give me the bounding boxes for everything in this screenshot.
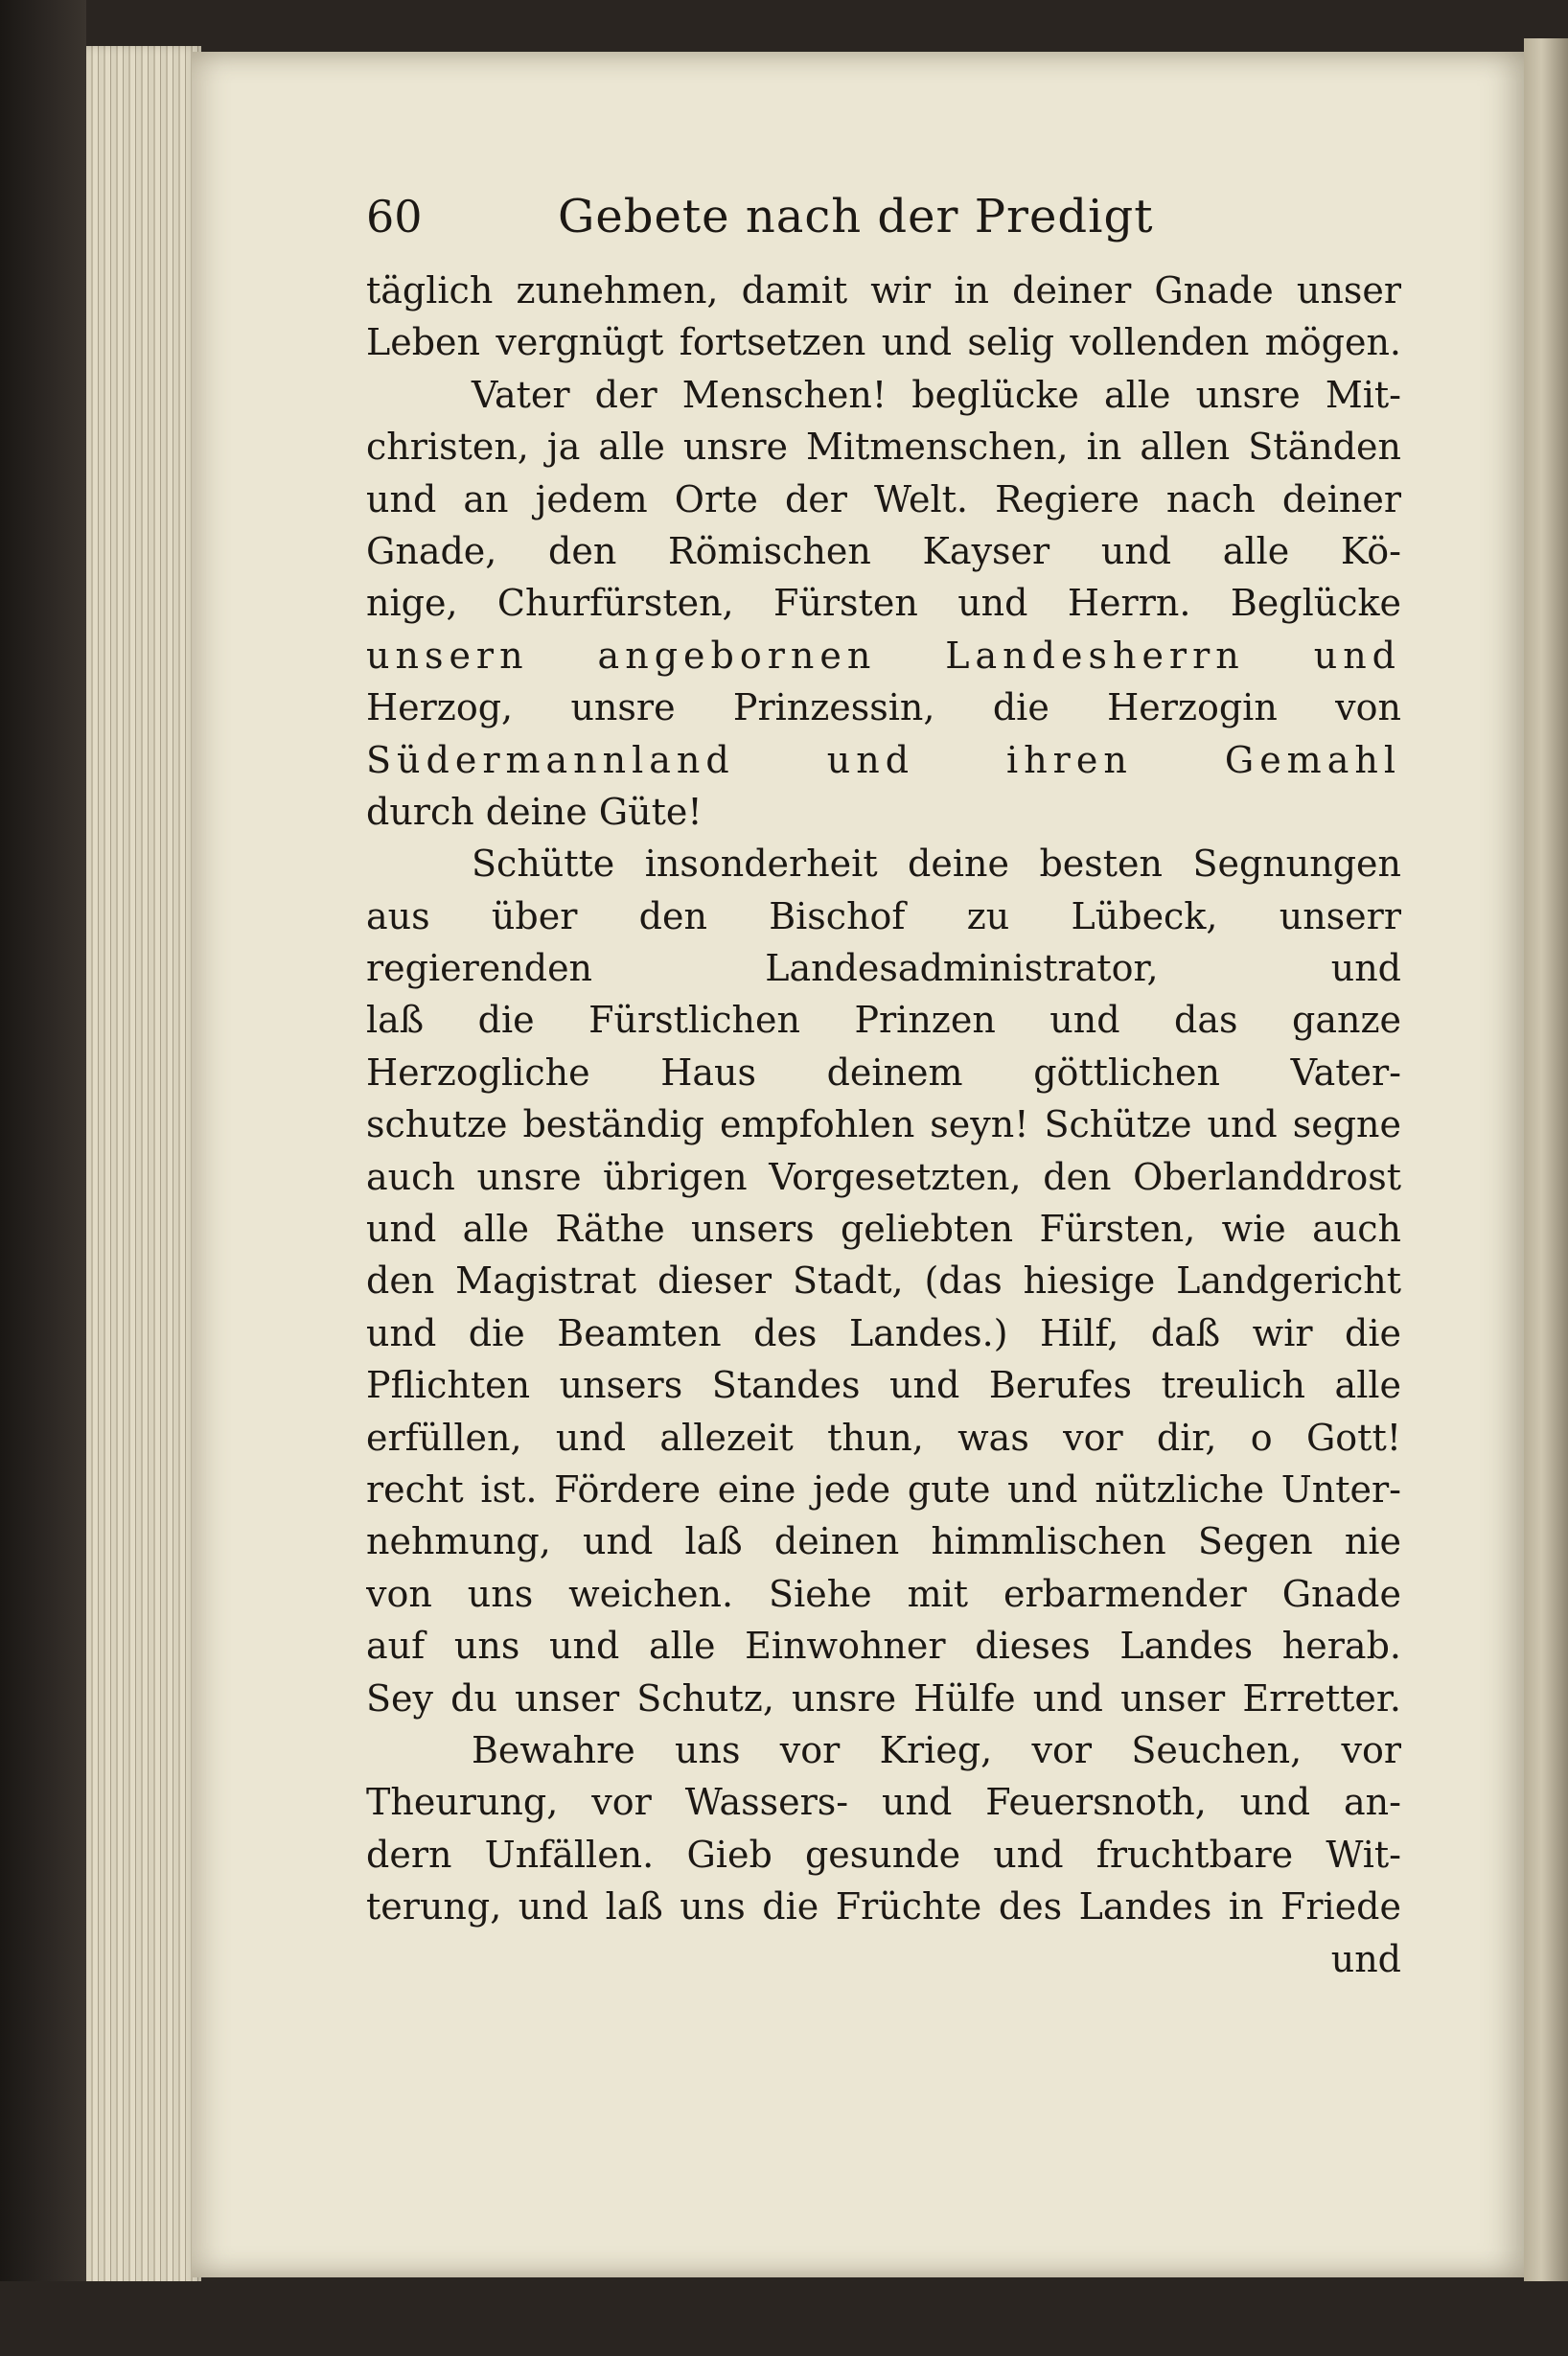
- running-head: Gebete nach der Predigt: [558, 190, 1154, 243]
- text-line: recht ist. Fördere eine jede gute und nützliche Unter-: [366, 1467, 1401, 1511]
- text-line: durch deine Güte!: [366, 790, 703, 833]
- text-line: aus über den Bischof zu Lübeck, unserr: [366, 894, 1401, 937]
- text-line: und die Beamten des Landes.) Hilf, daß wir die: [366, 1311, 1401, 1354]
- page-number: 60: [366, 191, 423, 243]
- text-line: Schütte insonderheit deine besten Segnungen: [472, 843, 1401, 886]
- text-line: Vater der Menschen! beglücke alle unsre Mit-: [472, 373, 1401, 416]
- text-line: regierenden Landesadministrator, und: [366, 947, 1401, 990]
- text-line: Bewahre uns vor Krieg, vor Seuchen, vor: [472, 1728, 1401, 1771]
- text-line: von uns weichen. Siehe mit erbarmender Gnade: [366, 1572, 1401, 1615]
- text-line: dern Unfällen. Gieb gesunde und fruchtbare Wit-: [366, 1833, 1401, 1876]
- text-line: terung, und laß uns die Früchte des Landes in Friede: [366, 1885, 1401, 1929]
- text-line: Sey du unser Schutz, unsre Hülfe und unser Erretter.: [366, 1676, 1401, 1720]
- text-line: nige, Churfürsten, Fürsten und Herrn. Beglücke: [366, 582, 1401, 625]
- text-line: erfüllen, und allezeit thun, was vor dir, o Gott!: [366, 1416, 1401, 1459]
- text-line: Herzog, unsre Prinzessin, die Herzogin von: [366, 686, 1401, 729]
- text-line: auch unsre übrigen Vorgesetzten, den Oberlanddrost: [366, 1155, 1401, 1198]
- catchword: und: [1330, 1937, 1401, 1980]
- text-line: Herzogliche Haus deinem göttlichen Vater-: [366, 1051, 1401, 1094]
- text-line: auf uns und alle Einwohner dieses Landes herab.: [366, 1625, 1401, 1668]
- text-line: täglich zunehmen, damit wir in deiner Gnade unser: [366, 269, 1401, 312]
- text-line: unsern angebornen Landesherrn und: [366, 634, 1401, 677]
- text-line: den Magistrat dieser Stadt, (das hiesige Landgericht: [366, 1259, 1401, 1303]
- text-line: und alle Räthe unsers geliebten Fürsten, wie auch: [366, 1208, 1401, 1251]
- text-line: Pflichten unsers Standes und Berufes treulich alle: [366, 1364, 1401, 1407]
- text-line: schutze beständig empfohlen seyn! Schütze und segne: [366, 1103, 1401, 1146]
- book-binding: [0, 0, 86, 2356]
- page-text: [366, 190, 1401, 1985]
- text-line: Südermannland und ihren Gemahl: [366, 738, 1401, 781]
- bottom-background: [0, 2281, 1568, 2356]
- page-edges: [86, 46, 201, 2289]
- text-line: nehmung, und laß deinen himmlischen Segen nie: [366, 1520, 1401, 1563]
- text-line: Leben vergnügt fortsetzen und selig vollenden mögen.: [366, 321, 1401, 364]
- text-line: Gnade, den Römischen Kayser und alle Kö-: [366, 529, 1401, 572]
- page-header: [366, 190, 1401, 259]
- top-background: [0, 0, 1568, 48]
- text-line: christen, ja alle unsre Mitmenschen, in allen Ständen: [366, 426, 1401, 469]
- text-line: Theurung, vor Wassers- und Feuersnoth, und an-: [366, 1781, 1401, 1824]
- text-line: und an jedem Orte der Welt. Regiere nach deiner: [366, 477, 1401, 520]
- text-line: laß die Fürstlichen Prinzen und das ganze: [366, 999, 1401, 1042]
- page-gutter: [1524, 38, 1568, 2300]
